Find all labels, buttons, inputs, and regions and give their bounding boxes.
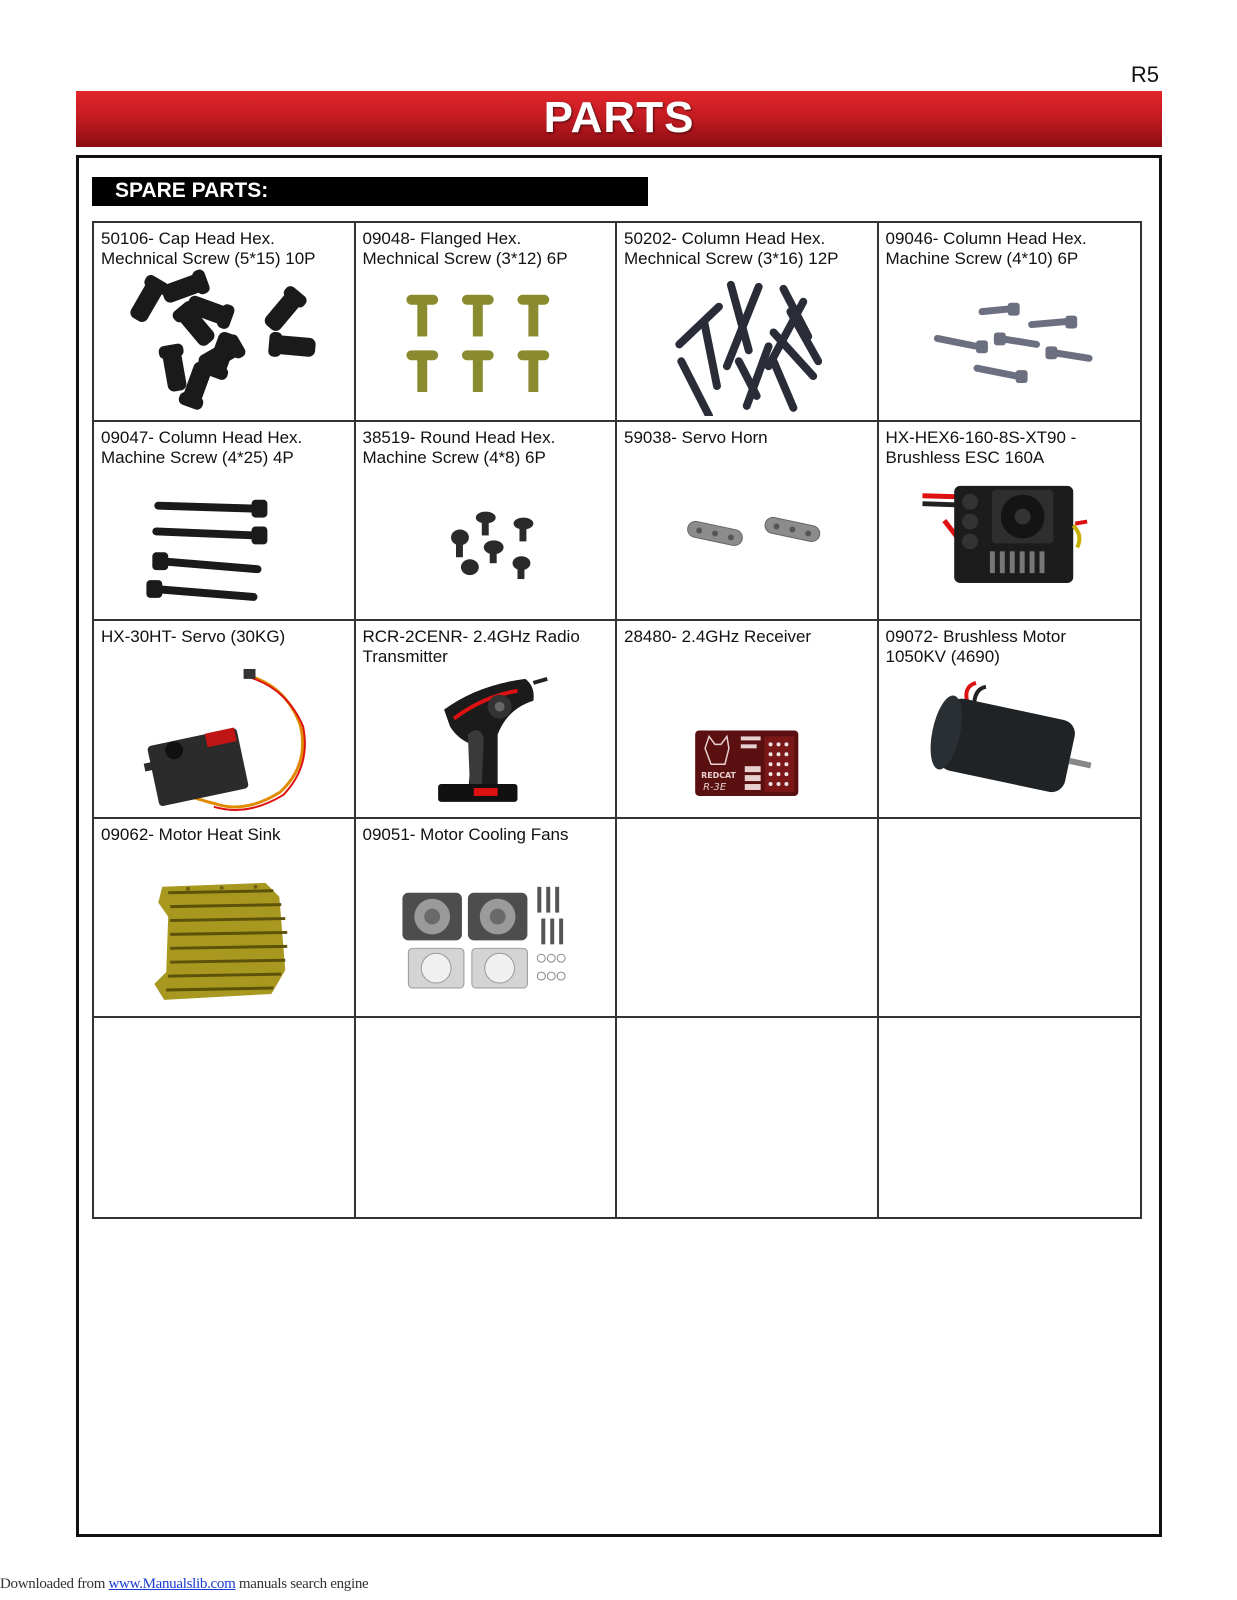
part-label: 50202- Column Head Hex. Mechnical Screw (3*16) 12P [624, 229, 839, 268]
heat-sink-icon [94, 863, 354, 1012]
receiver-model: R-3E [703, 781, 727, 793]
part-cell [356, 223, 618, 422]
section-header [92, 177, 648, 206]
footer-prefix: Downloaded from [0, 1576, 106, 1592]
manualslib-link[interactable]: www.Manualslib.com [108, 1576, 236, 1592]
brushless-esc-icon [879, 466, 1141, 615]
part-label: 09046- Column Head Hex. Machine Screw (4*10) 6P [885, 229, 1087, 268]
servo-horn-icon [617, 466, 877, 615]
part-label: 50106- Cap Head Hex. Mechnical Screw (5*15) 10P [101, 229, 316, 268]
part-cell [617, 621, 879, 820]
empty-cell [617, 1018, 879, 1217]
column-head-screws-icon [617, 267, 877, 416]
part-label: RCR-2CENR- 2.4GHz Radio Transmitter [362, 626, 580, 666]
footer-suffix: manuals search engine [238, 1576, 369, 1592]
page-number: R5 [1130, 62, 1159, 87]
part-label: 28480- 2.4GHz Receiver [624, 626, 812, 646]
short-column-screws-icon [879, 267, 1141, 416]
footer [0, 1576, 368, 1593]
receiver-brand: REDCAT [701, 770, 736, 780]
round-head-screws-icon [356, 466, 616, 615]
part-cell [879, 621, 1141, 820]
part-label: 09047- Column Head Hex. Machine Screw (4*25) 4P [101, 427, 303, 467]
brushless-motor-icon [879, 665, 1141, 814]
long-column-screws-icon [94, 466, 354, 615]
part-label: HX-HEX6-160-8S-XT90 - Brushless ESC 160A [885, 427, 1077, 467]
part-cell [879, 223, 1141, 422]
part-cell [617, 422, 879, 621]
part-label: HX-30HT- Servo (30KG) [101, 626, 286, 646]
part-cell [879, 422, 1141, 621]
cap-head-screws-icon [94, 267, 354, 416]
part-label: 59038- Servo Horn [624, 427, 768, 447]
flanged-screws-icon [356, 267, 616, 416]
part-cell [94, 223, 356, 422]
parts-grid [92, 221, 1142, 1219]
empty-cell [94, 1018, 356, 1217]
part-cell [94, 819, 356, 1018]
part-cell [356, 819, 618, 1018]
part-label: 38519- Round Head Hex. Machine Screw (4*8) 6P [362, 427, 556, 467]
empty-cell [617, 819, 879, 1018]
empty-cell [879, 819, 1141, 1018]
section-title: SPARE PARTS: [115, 179, 269, 202]
empty-cell [879, 1018, 1141, 1217]
empty-cell [356, 1018, 618, 1217]
radio-transmitter-icon [356, 665, 616, 814]
part-label: 09048- Flanged Hex. Mechnical Screw (3*12) 6P [362, 229, 568, 268]
part-cell [94, 422, 356, 621]
parts-banner [76, 91, 1162, 147]
part-cell [617, 223, 879, 422]
part-label: 09072- Brushless Motor 1050KV (4690) [885, 626, 1066, 666]
banner-title: PARTS [543, 93, 695, 142]
servo-icon [94, 665, 354, 814]
part-label: 09051- Motor Cooling Fans [362, 825, 569, 845]
cooling-fans-icon [356, 863, 616, 1012]
part-cell [356, 621, 618, 820]
part-label: 09062- Motor Heat Sink [101, 825, 281, 845]
receiver-icon [617, 665, 877, 814]
part-cell [356, 422, 618, 621]
part-cell [94, 621, 356, 820]
